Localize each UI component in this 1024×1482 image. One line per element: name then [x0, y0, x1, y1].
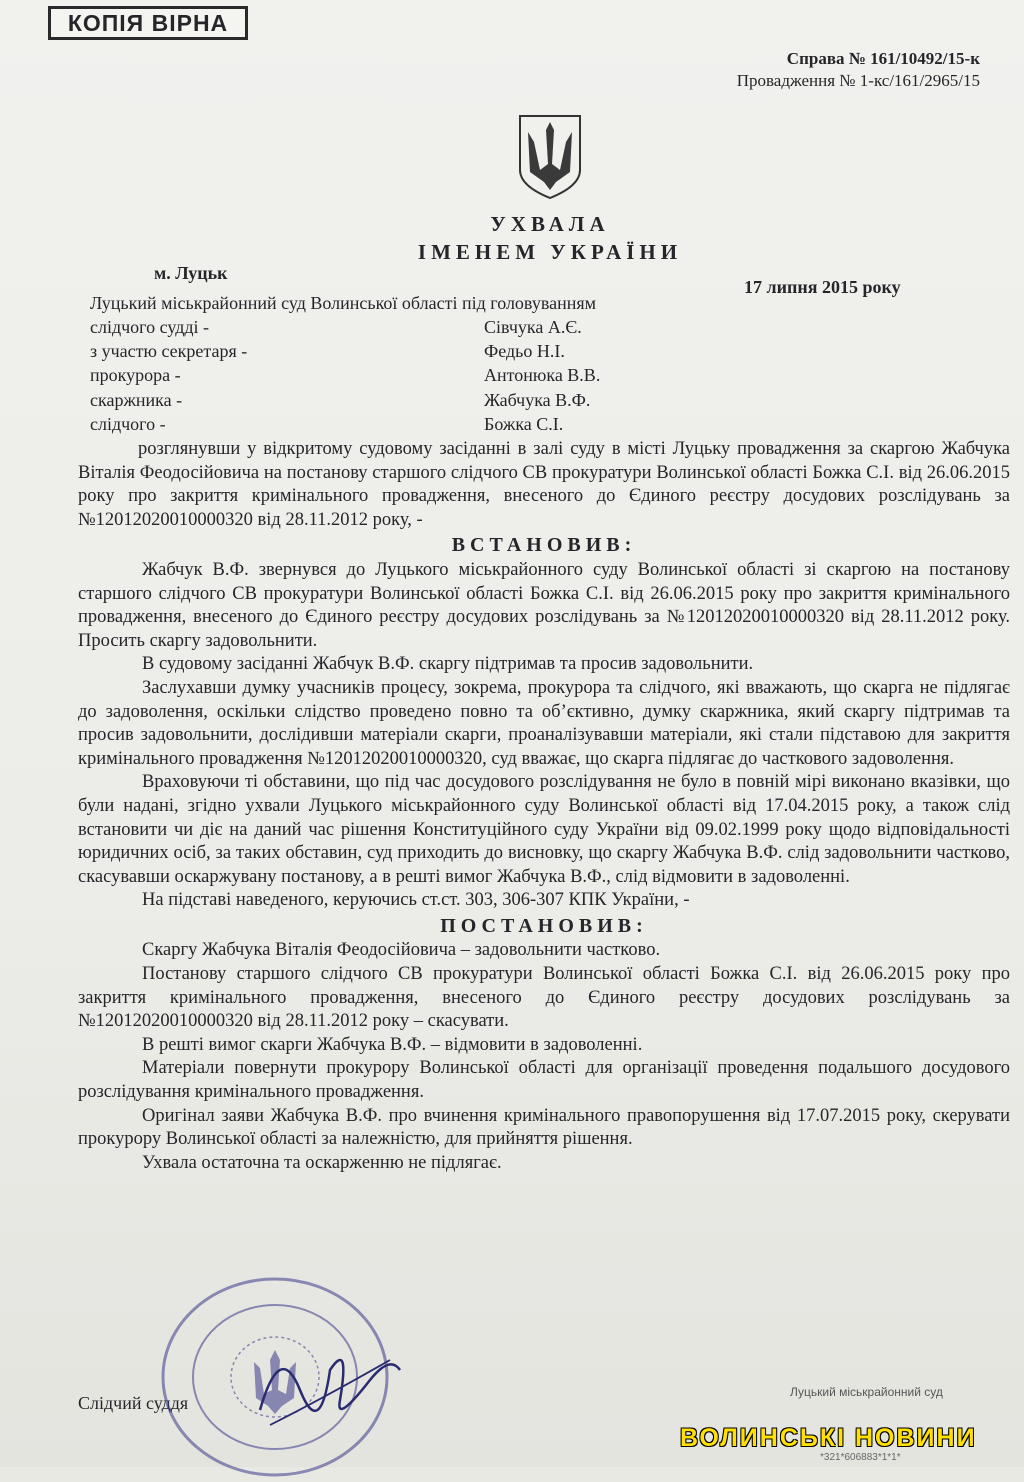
signature-label: Слідчий суддя — [78, 1393, 189, 1413]
ruling-subtitle: ІМЕНЕМ УКРАЇНИ — [417, 240, 683, 264]
ruled-paragraph: Постанову старшого слідчого СВ прокуратури Волинської області Божка С.І. від 26.06.2015 року про закриття кримінального провадження, внесеного до Єдиного реєстру досудових розслідувань за №12012020010000320 від 28.11.2012 року – скасувати. — [78, 964, 1010, 1032]
participant-role: слідчого судді - — [90, 317, 210, 337]
participant-name: Федьо Н.І. — [484, 341, 565, 361]
ruled-paragraph: Матеріали повернути прокурору Волинської області для організації проведення подальшого досудового розслідування кримінального провадження. — [78, 1058, 1010, 1103]
participant-name: Божка С.І. — [484, 414, 564, 434]
heading-established: ВСТАНОВИВ: — [451, 534, 637, 557]
established-paragraph: Заслухавши думку учасників процесу, зокрема, прокурора та слідчого, які вважають, що скарга не підлягає до задоволення, оскільки слідство проведено повно та об’єктивно, думку скаржника, який скаргу підтримав та просив задовольнити, дослідивши матеріали скарги, проаналізувавши матеріали, які стали підставою для закриття кримінального провадження №12012020010000320, суд вважає, що скарга підлягає до часткового задоволення. — [78, 677, 1010, 769]
established-paragraph: В судовому засіданні Жабчук В.Ф. скаргу підтримав та просив задовольнити. — [142, 654, 754, 675]
signature-icon — [240, 1330, 410, 1440]
participant-name: Антонюка В.В. — [484, 365, 601, 385]
established-paragraph: На підставі наведеного, керуючись ст.ст. 303, 306-307 КПК України, - — [142, 890, 690, 911]
participant-role: з участю секретаря - — [90, 341, 248, 361]
city: м. Луцьк — [154, 263, 228, 283]
participant-name: Сівчука А.Є. — [484, 317, 582, 337]
participant-role: скаржника - — [90, 390, 183, 410]
footer-code: *321*606883*1*1* — [820, 1452, 901, 1463]
copy-certified-stamp: КОПІЯ ВІРНА — [48, 6, 248, 40]
ruling-title: УХВАЛА — [490, 212, 610, 236]
trident-emblem-icon — [516, 112, 584, 200]
intro-paragraph: розглянувши у відкритому судовому засіданні в залі суду в місті Луцьку провадження за скаргою Жабчука Віталія Феодосійовича на постанову старшого слідчого СВ прокуратури Волинської області Божка С.І. від 26.06.2015 року про закриття кримінального провадження, внесеного до Єдиного реєстру досудових розслідувань за №12012020010000320 від 28.11.2012 року, - — [78, 439, 1010, 530]
participant-role: слідчого - — [90, 414, 166, 434]
proceeding-number: Провадження № 1-кс/161/2965/15 — [736, 71, 980, 90]
ruling-body — [78, 438, 1010, 1175]
participant-role: прокурора - — [90, 365, 181, 385]
ruled-paragraph: Оригінал заяви Жабчука В.Ф. про вчинення кримінального правопорушення від 17.07.2015 року, скерувати прокурору Волинської області за належністю, для прийняття рішення. — [78, 1105, 1010, 1150]
ruled-paragraph: Ухвала остаточна та оскарженню не підлягає. — [142, 1152, 502, 1173]
ruled-paragraph: Скаргу Жабчука Віталія Феодосійовича – задовольнити частково. — [142, 940, 661, 961]
established-paragraph: Жабчук В.Ф. звернувся до Луцького міськрайонного суду Волинської області зі скаргою на постанову старшого слідчого СВ прокуратури Волинської області Божка С.І. від 26.06.2015 року про закриття кримінального провадження, внесеного до Єдиного реєстру досудових розслідувань за №12012020010000320 від 28.11.2012 року. Просить скаргу задовольнити. — [78, 559, 1010, 651]
case-info — [737, 48, 980, 92]
court-line: Луцький міськрайонний суд Волинської області під головуванням — [90, 293, 597, 313]
brand-watermark: ВОЛИНСЬКІ НОВИНИ — [680, 1424, 977, 1452]
case-number: Справа № 161/10492/15-к — [786, 49, 980, 68]
ruling-date: 17 липня 2015 року — [744, 277, 901, 297]
heading-ruled: ПОСТАНОВИВ: — [440, 914, 648, 937]
ruled-paragraph: В решті вимог скарги Жабчука В.Ф. – відмовити в задоволенні. — [142, 1034, 643, 1055]
established-paragraph: Враховуючи ті обставини, що під час досудового розслідування не було в повній мірі виконано вказівки, що були надані, згідно ухвали Луцького міськрайонного суду Волинської області від 17.04.2015 року, а також слід встановити чи діє на даний час рішення Конституційного суду України від 09.02.1999 року щодо відповідальності юридичних осіб, за таких обставин, суд приходить до висновку, що скаргу Жабчука В.Ф. слід задовольнити частково, скасувавши оскаржувану постанову, а в решті вимог Жабчука В.Ф., слід відмовити в задоволенні. — [78, 772, 1010, 887]
court-footer: Луцький міськрайонний суд — [790, 1385, 943, 1399]
participant-name: Жабчука В.Ф. — [484, 390, 591, 410]
